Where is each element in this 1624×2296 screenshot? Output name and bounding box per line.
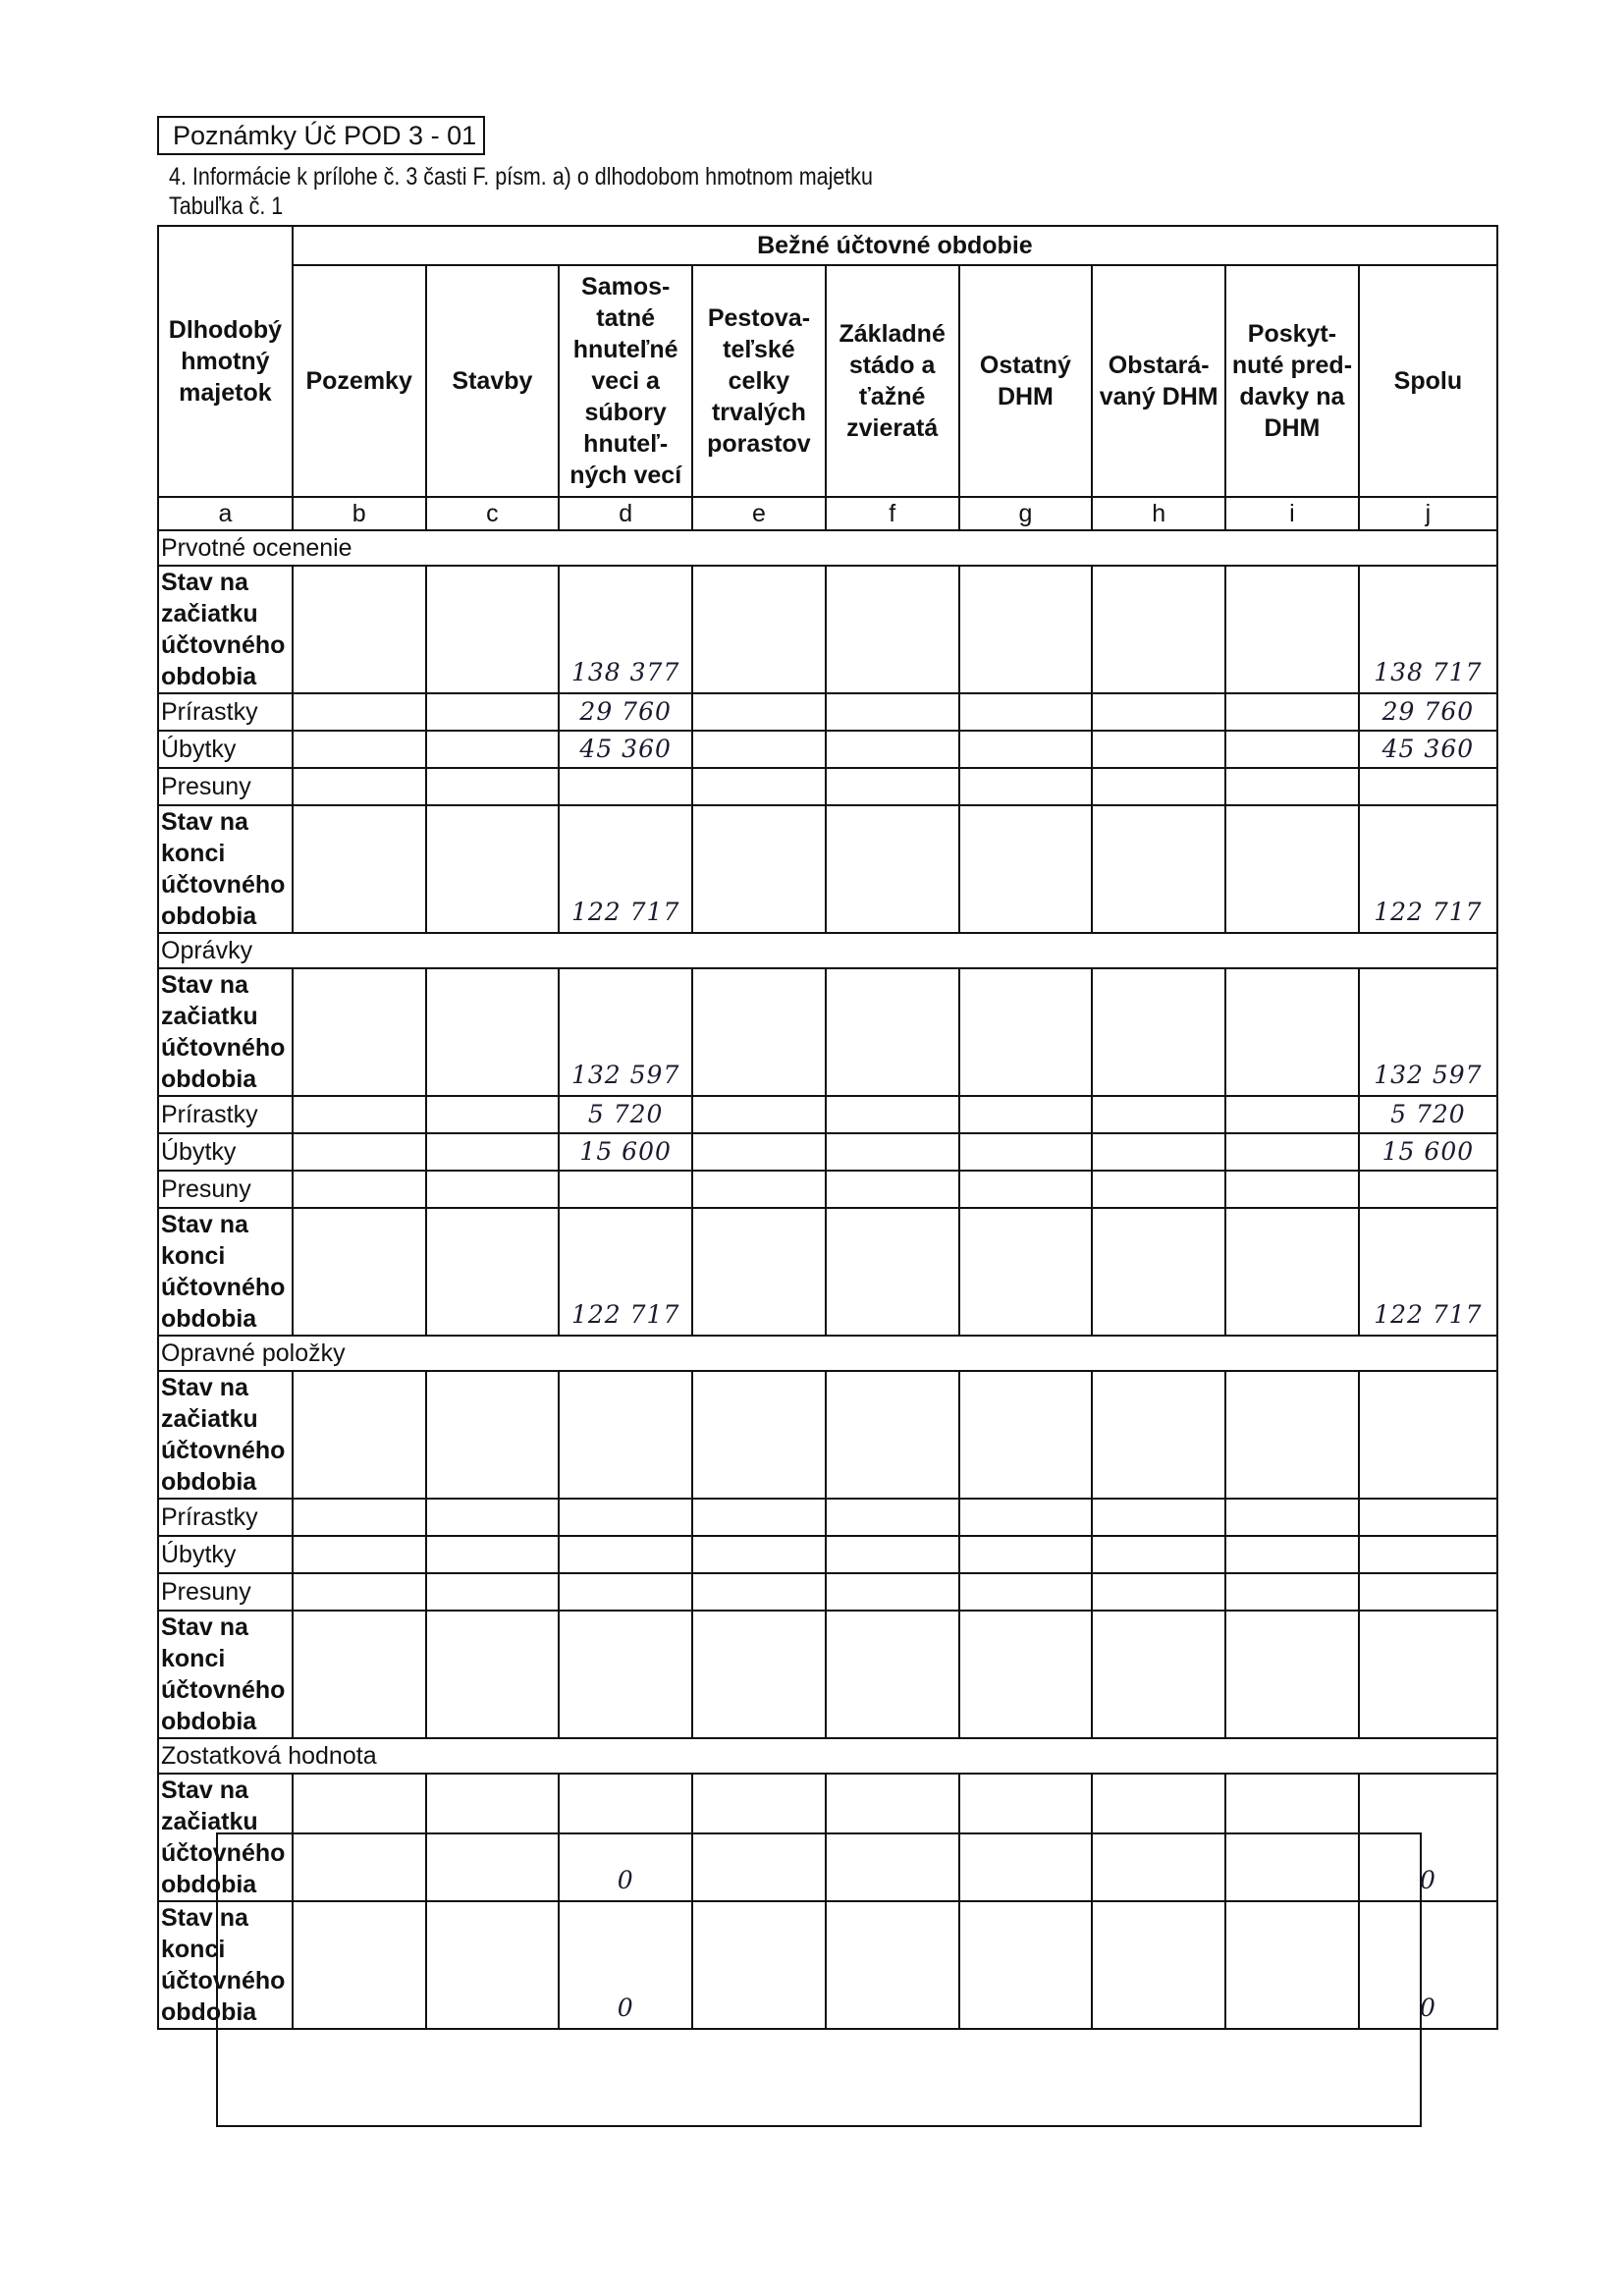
col-header-pestovatelske-celky: Pestova-teľské celky trvalých porastov bbox=[692, 265, 826, 497]
col-header-pozemky: Pozemky bbox=[293, 265, 426, 497]
handwritten-value: 132 597 bbox=[1359, 968, 1497, 1096]
cell bbox=[1225, 968, 1359, 1096]
row-label-end: Stav na konci účtovného obdobia bbox=[158, 1208, 293, 1336]
cell bbox=[1092, 731, 1225, 768]
handwritten-value: 5 720 bbox=[559, 1096, 692, 1133]
handwritten-value: 122 717 bbox=[1359, 1208, 1497, 1336]
column-letters-row bbox=[158, 497, 1497, 530]
cell bbox=[826, 968, 959, 1096]
cell bbox=[959, 1171, 1093, 1208]
column-letter: e bbox=[692, 497, 826, 530]
cell bbox=[692, 566, 826, 693]
cell bbox=[1225, 1133, 1359, 1171]
cell bbox=[293, 566, 426, 693]
cell bbox=[293, 768, 426, 805]
cell bbox=[1359, 768, 1497, 805]
cell bbox=[1092, 1171, 1225, 1208]
col-header-hnutelne-veci: Samos-tatné hnuteľné veci a súbory hnuteľ-ných vecí bbox=[559, 265, 692, 497]
row-label-transfer: Presuny bbox=[158, 1171, 293, 1208]
cell bbox=[959, 731, 1093, 768]
column-letter: h bbox=[1092, 497, 1225, 530]
cell bbox=[1092, 1536, 1225, 1573]
cell bbox=[692, 1171, 826, 1208]
cell bbox=[826, 693, 959, 731]
cell bbox=[959, 1371, 1093, 1499]
cell bbox=[692, 968, 826, 1096]
cell bbox=[1092, 805, 1225, 933]
cell bbox=[1225, 566, 1359, 693]
section-title: Prvotné ocenenie bbox=[158, 530, 1497, 566]
cell bbox=[1092, 1573, 1225, 1611]
cell bbox=[1225, 693, 1359, 731]
cell bbox=[692, 805, 826, 933]
cell bbox=[692, 693, 826, 731]
cell bbox=[1225, 1171, 1359, 1208]
row-header-cell: Dlhodobý hmotný majetok bbox=[158, 226, 293, 497]
handwritten-value: 132 597 bbox=[559, 968, 692, 1096]
col-header-ostatny-dhm: Ostatný DHM bbox=[959, 265, 1093, 497]
cell bbox=[1092, 1096, 1225, 1133]
row-label-start: Stav na začiatku účtovného obdobia bbox=[158, 566, 293, 693]
cell bbox=[959, 768, 1093, 805]
cell bbox=[959, 693, 1093, 731]
col-header-zakladne-stado: Základné stádo a ťažné zvieratá bbox=[826, 265, 959, 497]
cell bbox=[959, 566, 1093, 693]
notes-box bbox=[216, 1832, 1422, 2127]
row-label-start: Stav na začiatku účtovného obdobia bbox=[158, 1371, 293, 1499]
cell bbox=[293, 1371, 426, 1499]
cell bbox=[1225, 1536, 1359, 1573]
cell bbox=[826, 1371, 959, 1499]
col-header-stavby: Stavby bbox=[426, 265, 560, 497]
cell bbox=[1359, 1611, 1497, 1738]
cell bbox=[959, 1611, 1093, 1738]
cell bbox=[1225, 1611, 1359, 1738]
cell bbox=[692, 1611, 826, 1738]
cell bbox=[1092, 693, 1225, 731]
cell bbox=[826, 1573, 959, 1611]
cell bbox=[826, 731, 959, 768]
cell bbox=[426, 1573, 560, 1611]
cell bbox=[293, 805, 426, 933]
column-letter: g bbox=[959, 497, 1093, 530]
cell bbox=[1092, 1611, 1225, 1738]
cell bbox=[826, 1171, 959, 1208]
column-letter: a bbox=[158, 497, 293, 530]
cell bbox=[426, 968, 560, 1096]
handwritten-value: 122 717 bbox=[1359, 805, 1497, 933]
cell bbox=[1092, 1133, 1225, 1171]
cell bbox=[1092, 1371, 1225, 1499]
cell bbox=[692, 1499, 826, 1536]
cell bbox=[426, 1536, 560, 1573]
cell bbox=[826, 1611, 959, 1738]
handwritten-value: 138 717 bbox=[1359, 566, 1497, 693]
cell bbox=[1359, 1573, 1497, 1611]
cell bbox=[426, 1096, 560, 1133]
row-label-start: Stav na začiatku účtovného obdobia bbox=[158, 968, 293, 1096]
cell bbox=[293, 968, 426, 1096]
cell bbox=[959, 1208, 1093, 1336]
cell bbox=[426, 731, 560, 768]
cell bbox=[692, 731, 826, 768]
cell bbox=[293, 693, 426, 731]
cell bbox=[1225, 805, 1359, 933]
cell bbox=[426, 1611, 560, 1738]
cell bbox=[826, 566, 959, 693]
row-label-increase: Prírastky bbox=[158, 1499, 293, 1536]
cell bbox=[826, 1096, 959, 1133]
cell bbox=[692, 1208, 826, 1336]
cell bbox=[959, 1096, 1093, 1133]
handwritten-value: 0 bbox=[1359, 1774, 1497, 1901]
cell bbox=[1092, 1499, 1225, 1536]
cell bbox=[1092, 768, 1225, 805]
cell bbox=[692, 1573, 826, 1611]
cell bbox=[1092, 1208, 1225, 1336]
row-label-increase: Prírastky bbox=[158, 693, 293, 731]
cell bbox=[293, 1536, 426, 1573]
row-label-decrease: Úbytky bbox=[158, 1536, 293, 1573]
cell bbox=[959, 1133, 1093, 1171]
cell bbox=[293, 1208, 426, 1336]
row-label-transfer: Presuny bbox=[158, 1573, 293, 1611]
cell bbox=[826, 768, 959, 805]
col-header-spolu: Spolu bbox=[1359, 265, 1497, 497]
cell bbox=[959, 1536, 1093, 1573]
handwritten-value: 0 bbox=[559, 1774, 692, 1901]
cell bbox=[426, 1171, 560, 1208]
cell bbox=[426, 1371, 560, 1499]
cell bbox=[1225, 731, 1359, 768]
cell bbox=[1225, 1573, 1359, 1611]
cell bbox=[826, 1133, 959, 1171]
cell bbox=[559, 1573, 692, 1611]
cell bbox=[426, 805, 560, 933]
section-title: Oprávky bbox=[158, 933, 1497, 968]
section-title: Opravné položky bbox=[158, 1336, 1497, 1371]
column-letter: j bbox=[1359, 497, 1497, 530]
section-subtitle: 4. Informácie k prílohe č. 3 časti F. písm. a) o dlhodobom hmotnom majetku bbox=[169, 163, 873, 191]
cell bbox=[559, 1499, 692, 1536]
cell bbox=[692, 768, 826, 805]
cell bbox=[293, 731, 426, 768]
handwritten-value: 0 bbox=[559, 1901, 692, 2029]
cell bbox=[426, 693, 560, 731]
cell bbox=[1092, 968, 1225, 1096]
cell bbox=[826, 1208, 959, 1336]
row-label-end: Stav na konci účtovného obdobia bbox=[158, 1611, 293, 1738]
cell bbox=[1225, 1208, 1359, 1336]
cell bbox=[293, 1096, 426, 1133]
row-label-increase: Prírastky bbox=[158, 1096, 293, 1133]
form-code: Poznámky Úč POD 3 - 01 bbox=[173, 121, 477, 150]
cell bbox=[959, 1499, 1093, 1536]
row-label-end: Stav na konci účtovného obdobia bbox=[158, 805, 293, 933]
cell bbox=[826, 1536, 959, 1573]
handwritten-value: 122 717 bbox=[559, 1208, 692, 1336]
cell bbox=[426, 566, 560, 693]
row-label-decrease: Úbytky bbox=[158, 731, 293, 768]
cell bbox=[1225, 1096, 1359, 1133]
cell bbox=[426, 1499, 560, 1536]
column-letter: c bbox=[426, 497, 560, 530]
cell bbox=[559, 768, 692, 805]
col-header-preddavky: Poskyt-nuté pred-davky na DHM bbox=[1225, 265, 1359, 497]
cell bbox=[826, 1499, 959, 1536]
cell bbox=[426, 1208, 560, 1336]
cell bbox=[293, 1133, 426, 1171]
column-letter: b bbox=[293, 497, 426, 530]
handwritten-value: 15 600 bbox=[1359, 1133, 1497, 1171]
cell bbox=[959, 1573, 1093, 1611]
cell bbox=[293, 1171, 426, 1208]
row-label-decrease: Úbytky bbox=[158, 1133, 293, 1171]
cell bbox=[692, 1133, 826, 1171]
cell bbox=[293, 1573, 426, 1611]
cell bbox=[426, 1133, 560, 1171]
row-label-start: Stav na začiatku účtovného obdobia bbox=[158, 1774, 293, 1901]
cell bbox=[426, 768, 560, 805]
cell bbox=[1225, 1371, 1359, 1499]
cell bbox=[559, 1171, 692, 1208]
cell bbox=[692, 1371, 826, 1499]
handwritten-value: 0 bbox=[1359, 1901, 1497, 2029]
column-letter: d bbox=[559, 497, 692, 530]
cell bbox=[1225, 768, 1359, 805]
handwritten-value: 5 720 bbox=[1359, 1096, 1497, 1133]
cell bbox=[1092, 566, 1225, 693]
cell bbox=[559, 1536, 692, 1573]
period-title: Bežné účtovné obdobie bbox=[293, 226, 1497, 265]
form-code-box bbox=[157, 116, 485, 155]
section-title: Zostatková hodnota bbox=[158, 1738, 1497, 1774]
cell bbox=[1359, 1536, 1497, 1573]
handwritten-value: 45 360 bbox=[559, 731, 692, 768]
column-letter: f bbox=[826, 497, 959, 530]
cell bbox=[559, 1611, 692, 1738]
cell bbox=[1359, 1171, 1497, 1208]
cell bbox=[692, 1096, 826, 1133]
handwritten-value: 29 760 bbox=[559, 693, 692, 731]
cell bbox=[1225, 1499, 1359, 1536]
handwritten-value: 29 760 bbox=[1359, 693, 1497, 731]
cell bbox=[559, 1371, 692, 1499]
asset-table bbox=[157, 225, 1498, 2030]
handwritten-value: 138 377 bbox=[559, 566, 692, 693]
cell bbox=[959, 805, 1093, 933]
handwritten-value: 15 600 bbox=[559, 1133, 692, 1171]
cell bbox=[1359, 1371, 1497, 1499]
column-letter: i bbox=[1225, 497, 1359, 530]
cell bbox=[1359, 1499, 1497, 1536]
handwritten-value: 45 360 bbox=[1359, 731, 1497, 768]
row-label-end: Stav na konci účtovného obdobia bbox=[158, 1901, 293, 2029]
handwritten-value: 122 717 bbox=[559, 805, 692, 933]
row-label-transfer: Presuny bbox=[158, 768, 293, 805]
col-header-obstaravany-dhm: Obstará-vaný DHM bbox=[1092, 265, 1225, 497]
table-number: Tabuľka č. 1 bbox=[169, 192, 284, 220]
cell bbox=[293, 1499, 426, 1536]
cell bbox=[692, 1536, 826, 1573]
cell bbox=[959, 968, 1093, 1096]
cell bbox=[826, 805, 959, 933]
cell bbox=[293, 1611, 426, 1738]
